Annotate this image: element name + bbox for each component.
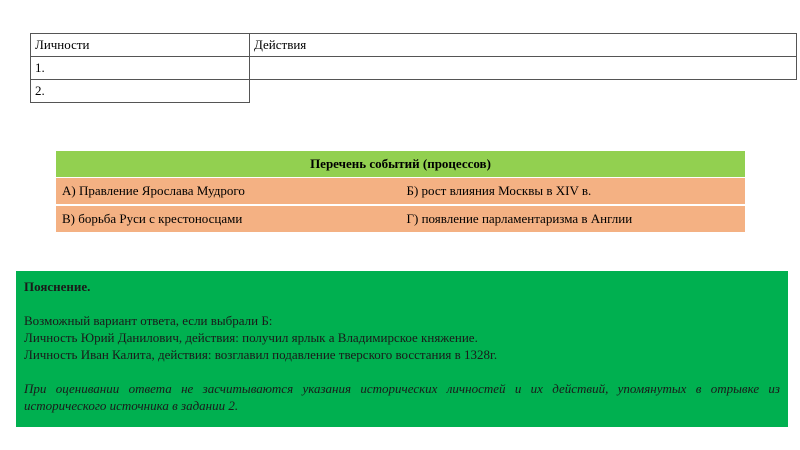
explanation-line: Возможный вариант ответа, если выбрали Б: xyxy=(24,313,273,328)
explanation-line: Личность Иван Калита, действия: возглавил подавление тверского восстания в 1328г. xyxy=(24,347,498,362)
events-row xyxy=(56,205,745,232)
event-item-v: В) борьба Руси с крестоносцами xyxy=(56,205,401,232)
row-number: 1. xyxy=(31,57,250,80)
events-table xyxy=(56,151,745,232)
table-row xyxy=(31,80,797,103)
header-actions: Действия xyxy=(250,34,797,57)
grading-note: При оценивании ответа не засчитываются указания исторических личностей и их действий, упомянутых в отрывке из исторического источника в задании 2. xyxy=(24,381,780,413)
event-item-b: Б) рост влияния Москвы в XIV в. xyxy=(401,178,746,206)
table-header-row xyxy=(31,34,797,57)
header-persons: Личности xyxy=(31,34,250,57)
explanation-line: Личность Юрий Данилович, действия: получил ярлык а Владимирское княжение. xyxy=(24,330,478,345)
row-number: 2. xyxy=(31,80,250,103)
event-item-g: Г) появление парламентаризма в Англии xyxy=(401,205,746,232)
table-row xyxy=(31,57,797,80)
row-action xyxy=(250,80,797,103)
explanation-title: Пояснение. xyxy=(24,279,91,294)
events-header-row xyxy=(56,151,745,178)
event-item-a: А) Правление Ярослава Мудрого xyxy=(56,178,401,206)
persons-actions-table xyxy=(30,33,797,103)
events-title: Перечень событий (процессов) xyxy=(56,151,745,178)
spacer xyxy=(24,295,780,312)
row-action xyxy=(250,57,797,80)
explanation-box xyxy=(16,271,788,427)
events-row xyxy=(56,178,745,206)
spacer xyxy=(24,363,780,380)
